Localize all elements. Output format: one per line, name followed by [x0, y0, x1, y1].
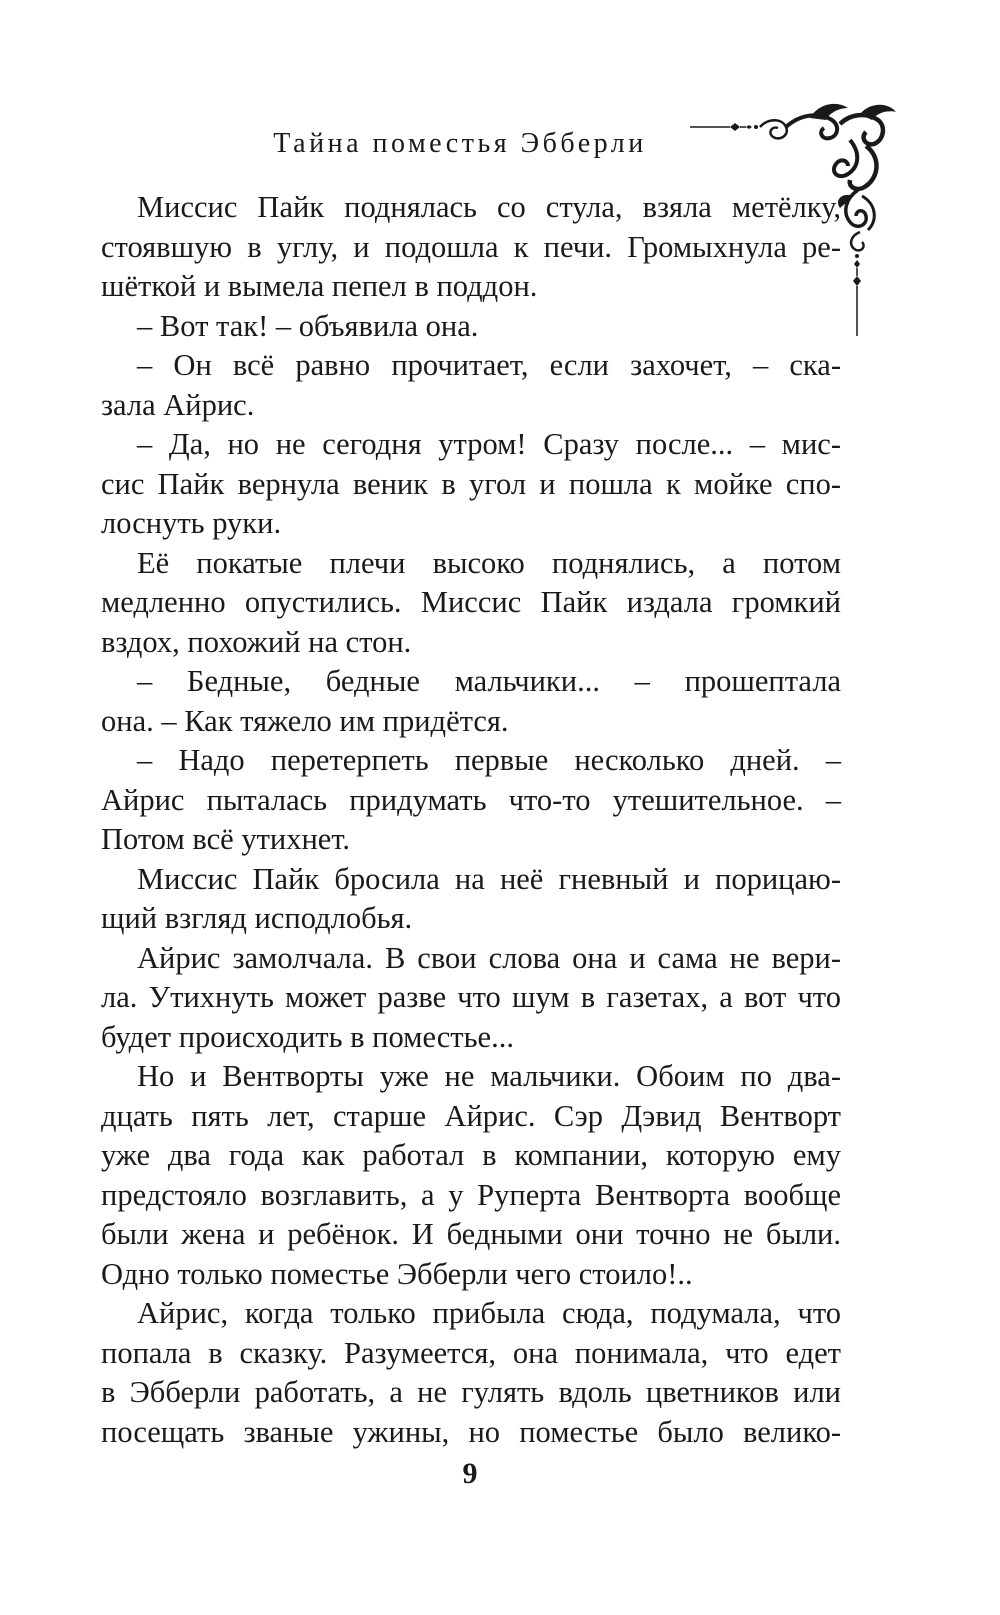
text-line: она. – Как тяжело им придётся. — [101, 703, 509, 738]
body-text — [101, 188, 841, 1452]
text-line: дцать пять лет, старше Айрис. Сэр Дэвид Вентворт — [101, 1098, 841, 1133]
text-line: Айрис, когда только прибыла сюда, подумала, что — [137, 1296, 841, 1330]
text-line: Потом всё утихнет. — [101, 822, 350, 856]
text-line: – Вот так! – объявила она. — [137, 308, 479, 343]
text-line: ла. Утихнуть может разве что шум в газетах, а вот что — [101, 980, 841, 1014]
text-line: Миссис Пайк поднялась со стула, взяла метёлку, — [137, 190, 841, 224]
text-line: Айрис пыталась придумать что-то утешительное. – — [101, 782, 841, 817]
text-line: были жена и ребёнок. И бедными они точно не были. — [101, 1217, 841, 1251]
text-line: лоснуть руки. — [101, 506, 282, 540]
text-line: уже два года как работал в компании, которую ему — [101, 1138, 841, 1172]
text-line: зала Айрис. — [101, 387, 255, 422]
page-number: 9 — [462, 1457, 478, 1490]
text-line: шёткой и вымела пепел в поддон. — [101, 269, 538, 303]
text-line: стоявшую в углу, и подошла к печи. Громыхнула ре- — [101, 229, 841, 264]
text-line: вздох, похожий на стон. — [101, 624, 412, 659]
text-line: – Бедные, бедные мальчики... – прошептала — [137, 664, 841, 698]
text-line: будет происходить в поместье... — [101, 1019, 514, 1054]
text-line: – Он всё равно прочитает, если захочет, – ска- — [137, 348, 841, 382]
text-line: Одно только поместье Эбберли чего стоило!.. — [101, 1256, 693, 1291]
text-line: Но и Вентворты уже не мальчики. Обоим по два- — [137, 1059, 841, 1093]
text-line: предстояло возглавить, а у Руперта Вентворта вообще — [101, 1177, 841, 1212]
text-line: сис Пайк вернула веник в угол и пошла к мойке спо- — [101, 466, 841, 501]
text-line: Айрис замолчала. В свои слова она и сама не вери- — [137, 940, 841, 975]
text-line: щий взгляд исподлобья. — [101, 901, 413, 935]
running-head: Тайна поместья Эбберли — [273, 128, 647, 159]
text-line: Её покатые плечи высоко поднялись, а потом — [137, 545, 841, 580]
text-line: Миссис Пайк бросила на неё гневный и порицаю- — [137, 861, 841, 896]
text-line: – Да, но не сегодня утром! Сразу после... – мис- — [137, 427, 841, 461]
text-line: посещать званые ужины, но поместье было велико- — [101, 1414, 841, 1449]
text-line: в Эбберли работать, а не гулять вдоль цветников или — [101, 1375, 841, 1409]
text-line: попала в сказку. Разумеется, она понимала, что едет — [101, 1335, 841, 1370]
text-line: – Надо перетерпеть первые несколько дней. – — [137, 743, 841, 777]
text-line: медленно опустились. Миссис Пайк издала громкий — [101, 585, 841, 619]
